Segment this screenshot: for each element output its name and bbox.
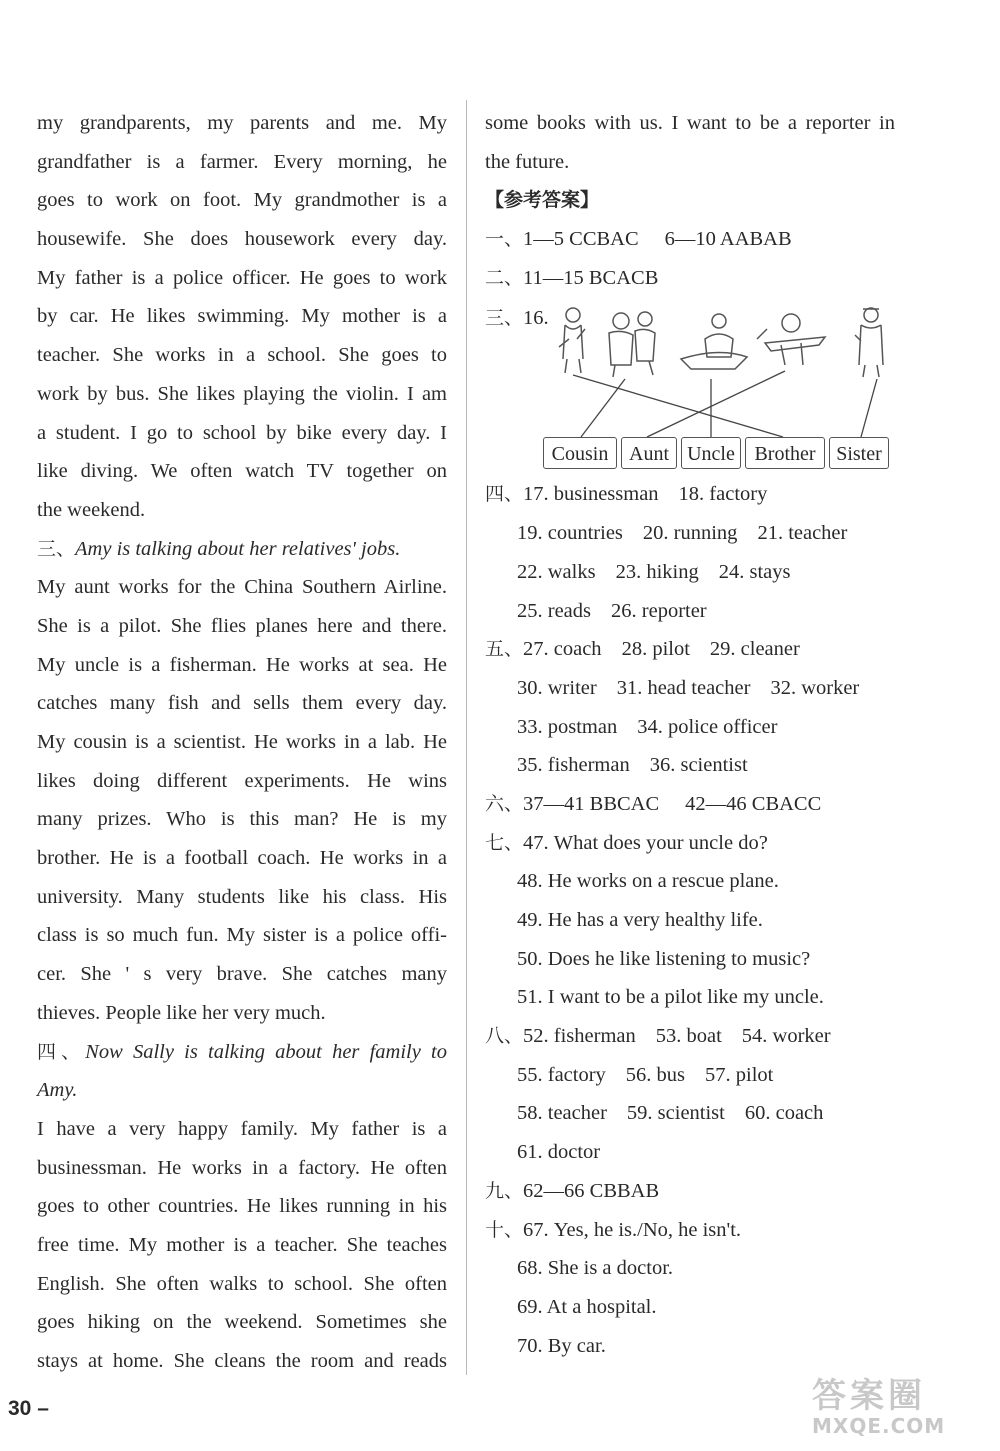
text-line: work by bus. She likes playing the violin. I am (37, 382, 447, 405)
answer: 20. running (642, 522, 738, 545)
page-number: 30 – (8, 1397, 49, 1420)
watermark-top: 答案圈 (812, 1376, 926, 1416)
answer: 61. doctor (517, 1141, 601, 1164)
answer-row (485, 592, 895, 631)
text-line: class is so much fun. My sister is a police offi- (37, 924, 447, 947)
text-line: many prizes. Who is this man? He is my (37, 808, 447, 831)
answer: 60. coach (744, 1102, 824, 1125)
answer-section-1 (485, 220, 895, 259)
text-line: My cousin is a scientist. He works in a lab. He (37, 731, 447, 753)
answer: 42—46 CBACC (685, 792, 822, 815)
text-line: My father is a police officer. He goes to work (37, 266, 447, 289)
answer: 57. pilot (705, 1063, 774, 1086)
text-line: my grandparents, my parents and me. My (37, 112, 447, 134)
section-number: 八、 (485, 1025, 524, 1048)
person-drawing-4 (757, 314, 825, 365)
answer: 59. scientist (626, 1102, 725, 1125)
right-column (485, 104, 895, 1365)
section-4-title: Now Sally is talking about her family to (85, 1040, 447, 1063)
text-line: She is a pilot. She flies planes here and there. (37, 614, 447, 637)
section-4-heading-cont: Amy. (37, 1079, 78, 1102)
section-number: 七、 (485, 831, 524, 854)
answer-row (485, 1094, 895, 1133)
answer: 32. worker (770, 676, 860, 699)
answer: 36. scientist (649, 754, 748, 777)
answer: 25. reads (517, 599, 592, 622)
section-number: 四、 (485, 483, 524, 506)
answer: 58. teacher (517, 1102, 607, 1125)
answer-section-8 (485, 1017, 895, 1056)
section-number: 五、 (485, 638, 524, 661)
text-line: catches many fish and sells them every day. (37, 692, 447, 715)
text-line: goes to other countries. He likes running in his (37, 1195, 447, 1218)
text-line: My aunt works for the China Southern Airline. (37, 576, 447, 599)
box-aunt: Aunt (621, 437, 677, 469)
answer: 34. police officer (637, 715, 778, 738)
answer: 52. fisherman (523, 1025, 636, 1048)
text-line: like diving. We often watch TV together on (37, 460, 447, 483)
answer: 47. What does your uncle do? (523, 831, 768, 854)
text-line: teacher. She works in a school. She goes to (37, 344, 447, 367)
person-drawing-5 (855, 308, 883, 377)
box-uncle: Uncle (681, 437, 741, 469)
matching-exercise (485, 299, 895, 475)
text-line: cer. She ' s very brave. She catches many (37, 963, 447, 986)
answer-row (485, 669, 895, 708)
person-drawing-3 (681, 314, 747, 369)
answer: 29. cleaner (709, 638, 800, 661)
section-number: 十、 (485, 1218, 524, 1241)
section-4-number: 四、 (37, 1040, 86, 1063)
answer-row: 68. She is a doctor. (517, 1257, 674, 1280)
answer-row (485, 1133, 895, 1172)
answer: 54. worker (741, 1025, 831, 1048)
watermark-bottom: MXQE.COM (812, 1414, 946, 1438)
answer-section-7 (485, 824, 895, 863)
answers-heading (485, 181, 895, 220)
text-line: stays at home. She cleans the room and reads (37, 1350, 447, 1372)
box-brother: Brother (745, 437, 825, 469)
text-line: businessman. He works in a factory. He often (37, 1156, 447, 1179)
answer: 6—10 AABAB (664, 228, 792, 251)
answer: 17. businessman (523, 483, 659, 506)
answer: 19. countries (517, 522, 623, 545)
answer: 26. reporter (611, 599, 707, 622)
section-number: 一、 (485, 228, 524, 251)
person-drawing-1 (559, 308, 585, 373)
answer-row (485, 553, 895, 592)
section-3-number: 三、 (37, 537, 76, 560)
text-line: the weekend. (37, 498, 146, 521)
answer-row: 49. He has a very healthy life. (517, 909, 763, 931)
text-line: likes doing different experiments. He wins (37, 769, 447, 792)
answer: 18. factory (678, 483, 768, 506)
section-number: 二、 (485, 266, 524, 289)
answer: 62—66 CBBAB (523, 1179, 660, 1202)
answer: 35. fisherman (517, 754, 630, 777)
answer: 31. head teacher (616, 676, 751, 699)
text-line: thieves. People like her very much. (37, 1001, 326, 1024)
text-line: housewife. She does housework every day. (37, 228, 447, 251)
answer: 55. factory (517, 1063, 606, 1086)
answers-heading-text: 【参考答案】 (485, 189, 600, 212)
left-column (37, 104, 447, 1381)
answer-row (485, 746, 895, 785)
text-line: the future. (485, 150, 570, 173)
answer-row: 48. He works on a rescue plane. (517, 870, 779, 893)
section-number: 六、 (485, 792, 524, 815)
watermark-logo (812, 1378, 992, 1444)
answer-row (485, 708, 895, 747)
text-line: grandfather is a farmer. Every morning, he (37, 150, 447, 173)
answer: 56. bus (625, 1063, 686, 1086)
section-3-heading (37, 530, 447, 569)
answer-row (485, 514, 895, 553)
answer: 23. hiking (615, 560, 699, 583)
section-number: 三、 (485, 307, 524, 330)
answer: 30. writer (517, 676, 597, 699)
answer: 11—15 BCACB (523, 266, 659, 289)
answer-section-9 (485, 1172, 895, 1211)
answer: 67. Yes, he is./No, he isn't. (523, 1218, 742, 1241)
person-drawing-2 (609, 312, 655, 377)
answer-row: 70. By car. (517, 1334, 606, 1357)
answer-section-10 (485, 1211, 895, 1250)
answer: 16. (523, 307, 549, 330)
text-line: I have a very happy family. My father is a (37, 1117, 447, 1140)
column-divider (466, 100, 467, 1375)
answer: 53. boat (655, 1025, 722, 1048)
answer: 27. coach (523, 638, 602, 661)
answer-section-4 (485, 475, 895, 514)
connector-lines (573, 371, 877, 437)
text-line: brother. He is a football coach. He works in a (37, 847, 447, 870)
box-cousin: Cousin (543, 437, 617, 469)
answer-row (485, 1056, 895, 1095)
text-line: My uncle is a fisherman. He works at sea. He (37, 653, 447, 676)
section-4-heading (37, 1033, 447, 1072)
answer: 28. pilot (621, 638, 690, 661)
answer-row: 51. I want to be a pilot like my uncle. (517, 986, 824, 1009)
answer: 33. postman (517, 715, 618, 738)
section-number: 九、 (485, 1179, 524, 1202)
text-line: a student. I go to school by bike every day. I (37, 421, 447, 444)
text-line: some books with us. I want to be a reporter in (485, 112, 895, 134)
text-line: English. She often walks to school. She often (37, 1272, 447, 1295)
text-line: university. Many students like his class. His (37, 885, 447, 908)
text-line: goes hiking on the weekend. Sometimes she (37, 1311, 447, 1334)
answer: 24. stays (718, 560, 791, 583)
text-line: by car. He likes swimming. My mother is a (37, 305, 447, 328)
answer: 21. teacher (757, 522, 848, 545)
answer-section-2 (485, 259, 895, 298)
text-line: free time. My mother is a teacher. She teaches (37, 1233, 447, 1256)
answer-section-6 (485, 785, 895, 824)
box-sister: Sister (829, 437, 889, 469)
text-line: goes to work on foot. My grandmother is a (37, 189, 447, 212)
answer: 1—5 CCBAC (523, 228, 639, 251)
answer: 22. walks (517, 560, 596, 583)
answer-row: 69. At a hospital. (517, 1295, 657, 1318)
section-3-title: Amy is talking about her relatives' jobs. (75, 537, 401, 560)
answer-row: 50. Does he like listening to music? (517, 947, 811, 970)
answer-section-5 (485, 630, 895, 669)
answer: 37—41 BBCAC (523, 792, 660, 815)
